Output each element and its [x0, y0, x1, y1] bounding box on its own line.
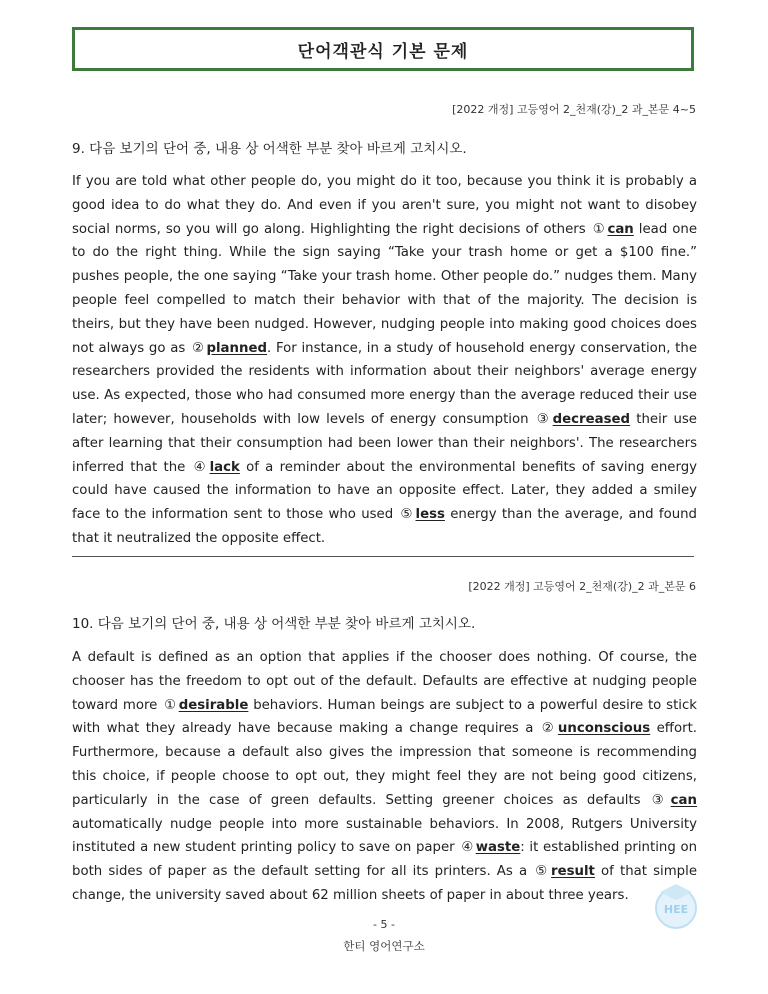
q10-choice-1: desirable	[178, 697, 249, 713]
q9-text-5: energy than the average, and found that it neutralized the opposite effect.	[72, 507, 697, 546]
q10-source: [2022 개정] 고등영어 2_천재(강)_2 과_본문 6	[468, 580, 696, 593]
footer-org: 한티 영어연구소	[343, 939, 425, 953]
q9-text-0: If you are told what other people do, you might do it too, because you think it is probably a good idea to do what they do. And even if you aren't sure, you might not want to disobey social norms, so you will go along. Highlighting the right decisions of others	[72, 174, 697, 237]
q10-text-5: of that simple change, the university saved about 62 million sheets of paper in about three years.	[72, 864, 697, 903]
q10-marker-1: ①	[164, 697, 177, 713]
title-box	[72, 27, 694, 71]
q9-choice-4: lack	[209, 459, 240, 475]
q10-marker-5: ⑤	[535, 864, 550, 880]
q10-text-0: A default is defined as an option that applies if the chooser does nothing. Of course, the chooser has the freedom to opt out of the default. Defaults are effective at nudging people toward more	[72, 650, 697, 713]
q9-text-1: lead one to do the right thing. While the sign saying “Take your trash home or get a $100 fine.” pushes people, the one saying “Take your trash home. Other people do.” nudges them. Many people feel compelled to match their behavior with that of the majority. The decision is theirs, but they have been nudged. However, nudging people into making good choices does not always go as	[72, 221, 698, 356]
q9-choice-5: less	[415, 507, 445, 523]
q9-marker-5: ⑤	[400, 507, 414, 523]
q10-choice-3: can	[670, 792, 697, 808]
q10-choice-5: result	[551, 864, 595, 880]
q10-passage	[72, 646, 697, 908]
section-divider	[72, 556, 694, 557]
q9-choice-3: decreased	[552, 411, 631, 427]
q9-choice-1: can	[607, 221, 634, 237]
page-title: 단어객관식 기본 문제	[297, 41, 469, 62]
logo-text: HEE	[663, 903, 689, 916]
q10-marker-4: ④	[461, 840, 474, 856]
q10-marker-3: ③	[651, 792, 669, 808]
q9-marker-1: ①	[592, 221, 606, 237]
q9-passage	[72, 170, 697, 551]
q10-choice-4: waste	[475, 840, 521, 856]
q9-text-4: of a reminder about the environmental benefits of saving energy could have caused the information to have an opposite effect. Later, they added a smiley face to the information sent to those who used	[72, 459, 698, 523]
q10-marker-2: ②	[541, 721, 556, 737]
q9-marker-3: ③	[536, 411, 551, 427]
q10-text-3: automatically nudge people into more sustainable behaviors. In 2008, Rutgers University instituted a new student printing policy to save on paper	[72, 816, 697, 856]
page-number: - 5 -	[373, 918, 395, 931]
q9-question: 9. 다음 보기의 단어 중, 내용 상 어색한 부분 찾아 바르게 고치시오.	[72, 141, 467, 157]
q9-source: [2022 개정] 고등영어 2_천재(강)_2 과_본문 4~5	[452, 103, 696, 116]
q9-marker-2: ②	[192, 340, 205, 356]
q9-text-3: their use after learning that their consumption had been lower than their neighbors'. The researchers inferred that the	[72, 411, 697, 475]
q9-text-2: . For instance, in a study of household energy conservation, the researchers provided the residents with information about their neighbors' average energy use. As expected, those who had consumed more energy than the average reduced their use later; however, households with low levels of energy consumption	[72, 340, 698, 427]
q10-text-1: behaviors. Human beings are subject to a powerful desire to stick with what they already have because making a change requires a	[72, 697, 697, 737]
q10-text-4: : it established printing on both sides of paper as the default setting for all its printers. As a	[72, 840, 698, 880]
q9-marker-4: ④	[193, 459, 208, 475]
q10-question: 10. 다음 보기의 단어 중, 내용 상 어색한 부분 찾아 바르게 고치시오.	[72, 616, 476, 632]
q10-choice-2: unconscious	[557, 721, 651, 737]
q9-choice-2: planned	[206, 340, 268, 356]
q10-text-2: effort. Furthermore, because a default also gives the impression that someone is recommending this choice, if people choose to opt out, they might feel they are not being good citizens, particularly in the case of green defaults. Setting greener choices as defaults	[72, 721, 698, 808]
